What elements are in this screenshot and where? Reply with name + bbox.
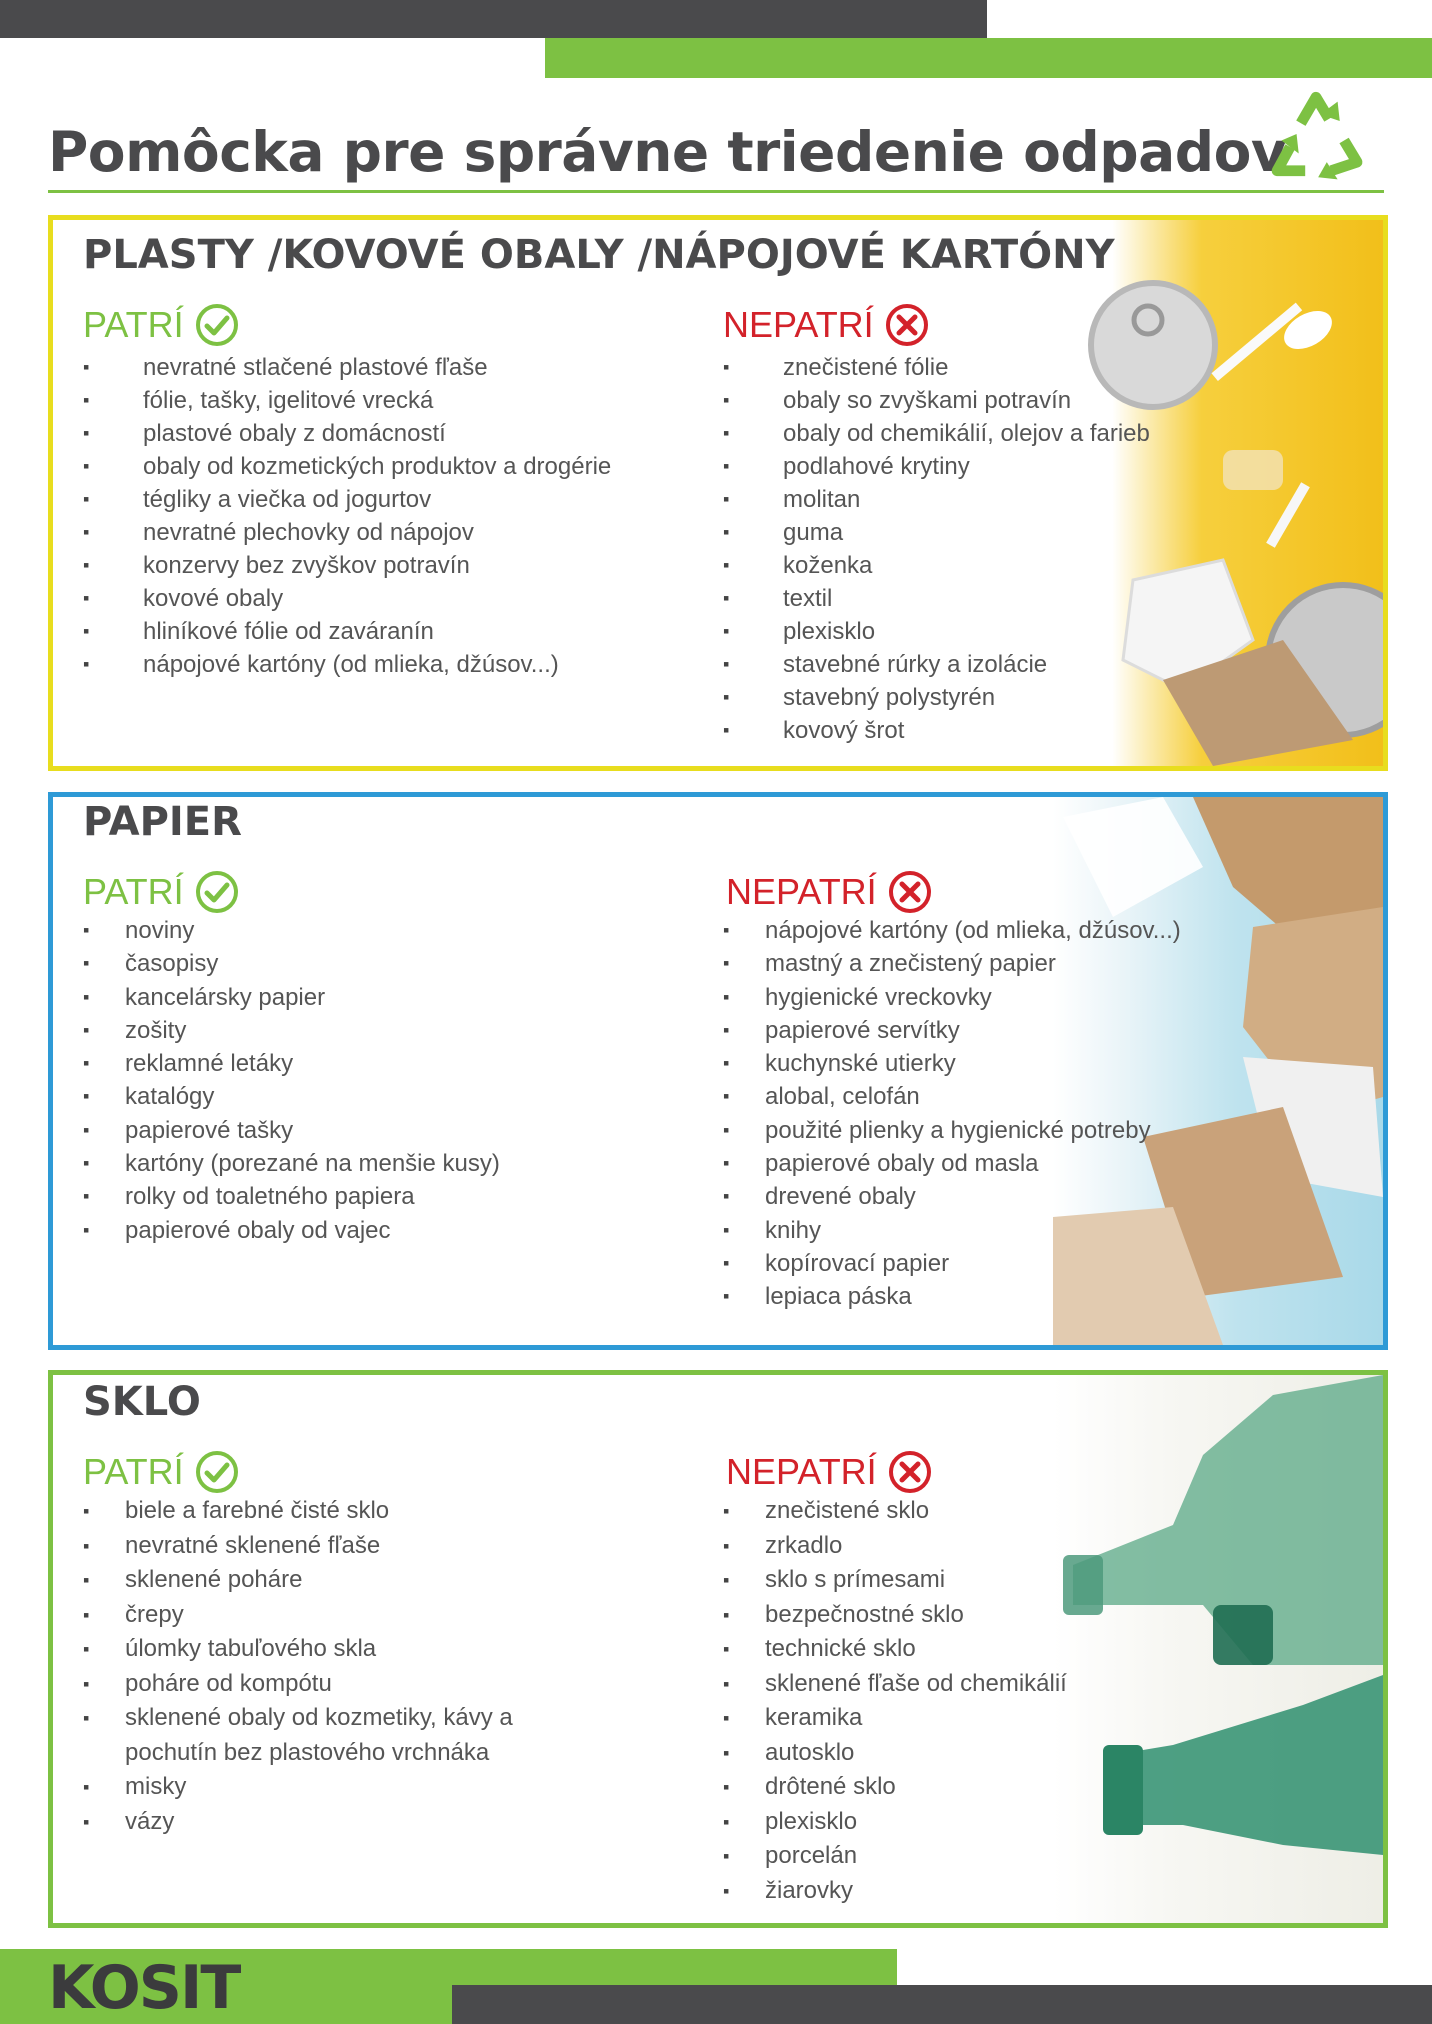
list-item: ▪ konzervy bez zvyškov potravín [83,549,611,582]
section-heading: PLASTY /KOVOVÉ OBALY /NÁPOJOVÉ KARTÓNY [83,232,1115,278]
patri-list [83,914,500,1247]
list-item: ▪ nevratné sklenené fľaše [83,1529,513,1564]
glass-bottles-photo [1053,1375,1383,1923]
list-item: ▪ kancelársky papier [83,981,500,1014]
check-circle-icon [194,869,240,915]
list-item: ▪ textil [723,582,1150,615]
nepatri-label: NEPATRÍ [723,304,874,345]
list-item: ▪ reklamné letáky [83,1047,500,1080]
bottom-dark-bar [452,1985,1432,2024]
list-item: ▪ lepiaca páska [723,1280,1181,1313]
list-item: ▪ technické sklo [723,1632,1067,1667]
list-item: ▪ sklenené fľaše od chemikálií [723,1667,1067,1702]
list-item: ▪ papierové obaly od masla [723,1147,1181,1180]
nepatri-heading [726,869,933,915]
x-circle-icon [884,302,930,348]
list-item: ▪ znečistené sklo [723,1494,1067,1529]
list-item: ▪ misky [83,1770,513,1805]
list-item: ▪ plexisklo [723,1805,1067,1840]
section-heading: PAPIER [83,799,242,845]
patri-label: PATRÍ [83,304,184,345]
top-green-bar [545,38,1432,78]
list-item: ▪ nápojové kartóny (od mlieka, džúsov...) [83,648,611,681]
list-item: ▪ časopisy [83,947,500,980]
list-item: ▪ kartóny (porezané na menšie kusy) [83,1147,500,1180]
list-item: ▪ hygienické vreckovky [723,981,1181,1014]
list-item: ▪ kovový šrot [723,714,1150,747]
check-circle-icon [194,302,240,348]
list-item: ▪ rolky od toaletného papiera [83,1180,500,1213]
nepatri-heading [726,1449,933,1495]
patri-list [83,1494,513,1839]
list-item: ▪ sklo s prímesami [723,1563,1067,1598]
list-item: ▪ zošity [83,1014,500,1047]
title-divider [48,190,1384,193]
x-circle-icon [887,1449,933,1495]
list-item: ▪ podlahové krytiny [723,450,1150,483]
list-item: ▪ znečistené fólie [723,351,1150,384]
list-item: ▪ kuchynské utierky [723,1047,1181,1080]
list-item: ▪ porcelán [723,1839,1067,1874]
list-item: ▪ molitan [723,483,1150,516]
list-item: ▪ bezpečnostné sklo [723,1598,1067,1633]
list-item: ▪ obaly od chemikálií, olejov a farieb [723,417,1150,450]
nepatri-label: NEPATRÍ [726,1451,877,1492]
patri-heading [83,869,240,915]
list-item: ▪ mastný a znečistený papier [723,947,1181,980]
nepatri-list [723,914,1181,1314]
page-title: Pomôcka pre správne triedenie odpadov [48,120,1287,184]
list-item: ▪ žiarovky [723,1874,1067,1909]
list-item: ▪ vázy [83,1805,513,1840]
top-dark-bar [0,0,987,38]
list-item: ▪ úlomky tabuľového skla [83,1632,513,1667]
list-item: ▪ noviny [83,914,500,947]
kosit-logo: KOSIT [48,1953,240,2023]
section-papier [48,792,1388,1350]
nepatri-label: NEPATRÍ [726,871,877,912]
list-item: ▪ plastové obaly z domácností [83,417,611,450]
list-item: ▪ guma [723,516,1150,549]
list-item: ▪ fólie, tašky, igelitové vrecká [83,384,611,417]
x-circle-icon [887,869,933,915]
list-item: ▪ knihy [723,1214,1181,1247]
list-item: ▪ kovové obaly [83,582,611,615]
list-item: ▪ alobal, celofán [723,1080,1181,1113]
list-item: ▪ obaly so zvyškami potravín [723,384,1150,417]
list-item: ▪ stavebný polystyrén [723,681,1150,714]
list-item: ▪ kopírovací papier [723,1247,1181,1280]
list-item: ▪ biele a farebné čisté sklo [83,1494,513,1529]
list-item: ▪ zrkadlo [723,1529,1067,1564]
patri-label: PATRÍ [83,871,184,912]
list-item: ▪ stavebné rúrky a izolácie [723,648,1150,681]
list-item: ▪ použité plienky a hygienické potreby [723,1114,1181,1147]
list-item: ▪ katalógy [83,1080,500,1113]
list-item: ▪ tégliky a viečka od jogurtov [83,483,611,516]
list-item: ▪ papierové tašky [83,1114,500,1147]
section-sklo [48,1370,1388,1928]
recycle-icon [1262,84,1370,184]
list-item: ▪ koženka [723,549,1150,582]
list-item: ▪ papierové obaly od vajec [83,1214,500,1247]
list-item: ▪ autosklo [723,1736,1067,1771]
list-item: ▪ nevratné plechovky od nápojov [83,516,611,549]
list-item: ▪ drôtené sklo [723,1770,1067,1805]
check-circle-icon [194,1449,240,1495]
list-item: ▪ plexisklo [723,615,1150,648]
list-item: ▪ nevratné stlačené plastové fľaše [83,351,611,384]
list-item: ▪ keramika [723,1701,1067,1736]
patri-heading [83,302,240,348]
patri-heading [83,1449,240,1495]
list-item: ▪ papierové servítky [723,1014,1181,1047]
nepatri-heading [723,302,930,348]
list-item: ▪ nápojové kartóny (od mlieka, džúsov...) [723,914,1181,947]
section-plasty [48,215,1388,771]
list-item: ▪ sklenené obaly od kozmetiky, kávy a [83,1701,513,1736]
list-item: ▪ drevené obaly [723,1180,1181,1213]
list-item: ▪ hliníkové fólie od zaváranín [83,615,611,648]
nepatri-list [723,1494,1067,1908]
list-item: ▪ poháre od kompótu [83,1667,513,1702]
patri-label: PATRÍ [83,1451,184,1492]
list-item: ▪ obaly od kozmetických produktov a drogérie [83,450,611,483]
section-heading: SKLO [83,1379,201,1425]
list-item: ▪ sklenené poháre [83,1563,513,1598]
list-item-continuation: pochutín bez plastového vrchnáka [125,1738,490,1766]
list-item: ▪ črepy [83,1598,513,1633]
nepatri-list [723,351,1150,747]
patri-list [83,351,611,681]
